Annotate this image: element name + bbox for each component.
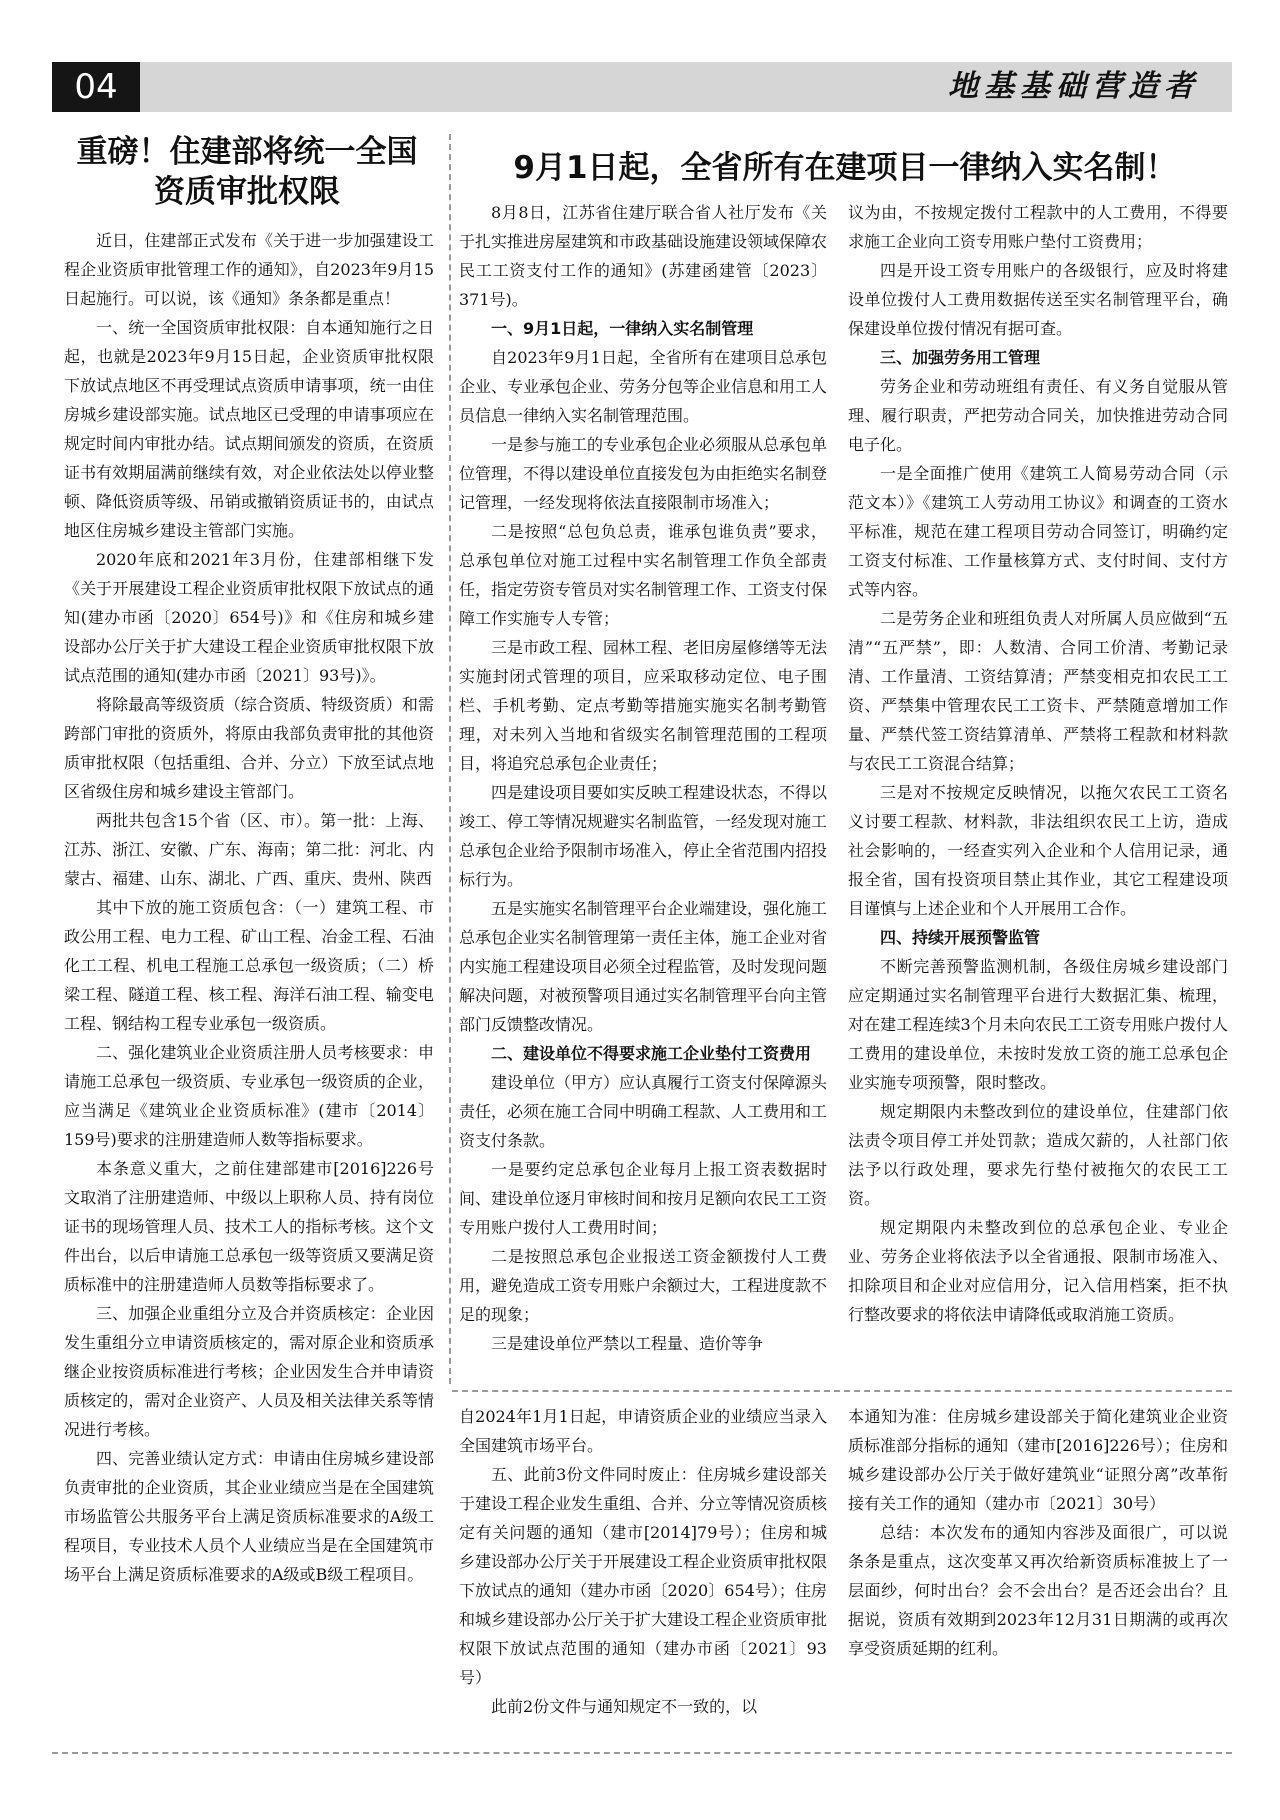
right-paragraph: 四是开设工资专用账户的各级银行，应及时将建设单位拨付人工费用数据传送至实名制管理平台，确保建设单位拨付情况有据可查。 — [848, 261, 1228, 338]
mid-paragraph: 四是建设项目要如实反映工程建设状态，不得以竣工、停工等情况规避实名制监管，一经发现对施工总承包企业给予限制市场准入，停止全省范围内招投标行为。 — [459, 783, 828, 889]
right-paragraph: 三是对不按规定反映情况，以拖欠农民工工资名义讨要工程款、材料款，非法组织农民工上访，造成社会影响的，一经查实列入企业和个人信用记录，通报全省，国有投资项目禁止其作业，其它工程建设项目谨慎与上述企业和个人开展用工合作。 — [848, 783, 1228, 918]
mid-paragraph: 一是要约定总承包企业每月上报工资表数据时间、建设单位逐月审核时间和按月足额向农民工工资专用账户拨付人工费用时间； — [459, 1160, 828, 1237]
mid-paragraph: 三是市政工程、园林工程、老旧房屋修缮等无法实施封闭式管理的项目，应采取移动定位、电子围栏、手机考勤、定点考勤等措施实施实名制考勤管理，对未列入当地和省级实名制管理范围的工程项目，将追究总承包企业责任； — [459, 638, 828, 773]
right-paragraph: 劳务企业和劳动班组有责任、有义务自觉服从管理、履行职责，严把劳动合同关，加快推进劳动合同电子化。 — [848, 377, 1228, 454]
section-divider — [452, 1390, 1232, 1392]
mid-paragraph: 二是按照“总包负总责，谁承包谁负责”要求，总承包单位对施工过程中实名制管理工作负全部责任，指定劳资专管员对实名制管理工作、工资支付保障工作实施专人专管； — [459, 522, 828, 628]
mid-paragraph: 一是参与施工的专业承包企业必须服从总承包单位管理，不得以建设单位直接发包为由拒绝实名制登记管理，一经发现将依法直接限制市场准入； — [459, 435, 828, 512]
left-paragraph: 本条意义重大，之前住建部建市[2016]226号文取消了注册建造师、中级以上职称人员、持有岗位证书的现场管理人员、技术工人的指标考核。这个文件出台，以后申请施工总承包一级等资质又要满足资质标准中的注册建造师人员数等指标要求了。 — [64, 1159, 434, 1294]
left-paragraph: 三、加强企业重组分立及合并资质核定：企业因发生重组分立申请资质核定的，需对原企业和资质承继企业按资质标准进行考核；企业因发生合并申请资质核定的，需对企业资产、人员及相关法律关系等情况进行考核。 — [64, 1304, 434, 1439]
right-paragraph: 一是全面推广使用《建筑工人简易劳动合同（示范文本）》《建筑工人劳动用工协议》和调查的工资水平标准，规范在建工程项目劳动合同签订，明确约定工资支付标准、工作量核算方式、支付时间、支付方式等内容。 — [848, 464, 1228, 599]
mid-paragraph: 三是建设单位严禁以工程量、造价等争 — [491, 1334, 764, 1353]
left-article-body — [64, 226, 434, 1584]
left-title-line-2: 资质审批权限 — [154, 174, 340, 210]
mid-paragraph: 建设单位（甲方）应认真履行工资支付保障源头责任，必须在施工合同中明确工程款、人工费用和工资支付条款。 — [459, 1073, 828, 1150]
continuation-paragraph: 自2024年1月1日起，申请资质企业的业绩应当录入全国建筑市场平台。 — [459, 1407, 827, 1455]
left-paragraph: 四、完善业绩认定方式：申请由住房城乡建设部负责审批的企业资质，其企业业绩应当是在全国建筑市场监管公共服务平台上满足资质标准要求的A级工程项目，专业技术人员个人业绩应当是在全国建筑市场平台上满足资质标准要求的A级或B级工程项目。 — [64, 1449, 434, 1584]
right-paragraph: 规定期限内未整改到位的总承包企业、专业企业、劳务企业将依法予以全省通报、限制市场准入、扣除项目和企业对应信用分，记入信用档案，拒不执行整改要求的将依法申请降低或取消施工资质。 — [848, 1218, 1228, 1324]
continuation-col-mid — [459, 1402, 827, 1724]
mid-paragraph: 8月8日，江苏省住建厅联合省人社厅发布《关于扎实推进房屋建筑和市政基础设施建设领域保障农民工工资支付工作的通知》(苏建函建管〔2023〕371号)。 — [459, 203, 828, 309]
bottom-divider — [52, 1752, 1232, 1754]
right-paragraph: 规定期限内未整改到位的建设单位，住建部门依法责令项目停工并处罚款；造成欠薪的，人社部门依法予以行政处理，要求先行垫付被拖欠的农民工工资。 — [848, 1102, 1228, 1208]
continuation-col-right — [848, 1402, 1228, 1724]
right-article-col-right — [848, 198, 1228, 1378]
mid-paragraph: 自2023年9月1日起，全省所有在建项目总承包企业、专业承包企业、劳务分包等企业信息和用工人员信息一律纳入实名制管理范围。 — [459, 348, 828, 425]
page-number: 04 — [52, 62, 140, 112]
right-paragraph: 议为由，不按规定拨付工程款中的人工费用，不得要求施工企业向工资专用账户垫付工资费用； — [848, 203, 1228, 251]
section-heading: 二、建设单位不得要求施工企业垫付工资费用 — [491, 1044, 812, 1063]
continuation-paragraph: 五、此前3份文件同时废止：住房城乡建设部关于建设工程企业发生重组、合并、分立等情况资质核定有关问题的通知（建市[2014]79号）；住房和城乡建设部办公厅关于开展建设工程企业资质审批权限下放试点的通知（建办市函〔2020〕654号）；住房和城乡建设部办公厅关于扩大建设工程企业资质审批权限下放试点范围的通知（建办市函〔2021〕93号） — [459, 1465, 828, 1687]
column-divider — [449, 134, 451, 1384]
right-paragraph: 二是劳务企业和班组负责人对所属人员应做到“五清”“五严禁”，即：人数清、合同工价清、考勤记录清、工作量清、工资结算清；严禁变相克扣农民工工资、严禁集中管理农民工工资卡、严禁随意增加工作量、严禁代签工资结算清单、严禁将工程款和材料款与农民工工资混合结算； — [848, 609, 1228, 773]
continuation-paragraph: 总结：本次发布的通知内容涉及面很广，可以说条条是重点，这次变革又再次给新资质标准披上了一层面纱，何时出台？会不会出台？是否还会出台？且据说，资质有效期到2023年12月31日期满的或再次享受资质延期的红利。 — [848, 1523, 1228, 1658]
left-paragraph: 2020年底和2021年3月份，住建部相继下发《关于开展建设工程企业资质审批权限下放试点的通知(建办市函〔2020〕654号)》和《住房和城乡建设部办公厅关于扩大建设工程企业资质审批权限下放试点范围的通知(建办市函〔2021〕93号)》。 — [64, 550, 434, 685]
section-heading: 三、加强劳务用工管理 — [880, 348, 1041, 367]
right-paragraph: 不断完善预警监测机制，各级住房城乡建设部门应定期通过实名制管理平台进行大数据汇集、梳理，对在建工程连续3个月未向农民工工资专用账户拨付人工费用的建设单位，未按时发放工资的施工总承包企业实施专项预警，限时整改。 — [848, 957, 1228, 1092]
section-heading: 四、持续开展预警监管 — [880, 928, 1041, 947]
left-paragraph: 近日，住建部正式发布《关于进一步加强建设工程企业资质审批管理工作的通知》，自2023年9月15日起施行。可以说，该《通知》条条都是重点！ — [64, 231, 434, 308]
section-heading: 一、9月1日起，一律纳入实名制管理 — [491, 319, 754, 338]
masthead: 地基基础营造者 — [948, 69, 1200, 104]
left-paragraph: 两批共包含15个省（区、市）。第一批：上海、江苏、浙江、安徽、广东、海南；第二批：河北、内蒙古、福建、山东、湖北、广西、重庆、贵州、陕西 — [64, 811, 434, 888]
left-paragraph: 一、统一全国资质审批权限：自本通知施行之日起，也就是2023年9月15日起，企业资质审批权限下放试点地区不再受理试点资质申请事项，统一由住房城乡建设部实施。试点地区已受理的申请事项应在规定时间内审批办结。试点期间颁发的资质，在资质证书有效期届满前继续有效，对企业依法处以停业整顿、降低资质等级、吊销或撤销资质证书的，由试点地区住房城乡建设主管部门实施。 — [64, 318, 434, 540]
continuation-paragraph: 此前2份文件与通知规定不一致的，以 — [491, 1697, 758, 1716]
continuation-paragraph: 本通知为准：住房城乡建设部关于简化建筑业企业资质标准部分指标的通知（建市[2016]226号）；住房和城乡建设部办公厅关于做好建筑业“证照分离”改革衔接有关工作的通知（建办市〔2021〕30号） — [848, 1407, 1228, 1513]
left-paragraph: 其中下放的施工资质包含：（一）建筑工程、市政公用工程、电力工程、矿山工程、冶金工程、石油化工工程、机电工程施工总承包一级资质；（二）桥梁工程、隧道工程、核工程、海洋石油工程、输变电工程、钢结构工程专业承包一级资质。 — [64, 898, 434, 1033]
left-paragraph: 二、强化建筑业企业资质注册人员考核要求：申请施工总承包一级资质、专业承包一级资质的企业，应当满足《建筑业企业资质标准》(建市〔2014〕159号)要求的注册建造师人数等指标要求。 — [64, 1043, 434, 1149]
left-paragraph: 将除最高等级资质（综合资质、特级资质）和需跨部门审批的资质外，将原由我部负责审批的其他资质审批权限（包括重组、合并、分立）下放至试点地区省级住房和城乡建设主管部门。 — [64, 695, 434, 801]
mid-paragraph: 二是按照总承包企业报送工资金额拨付人工费用，避免造成工资专用账户余额过大，工程进度款不足的现象； — [459, 1247, 828, 1324]
right-article-col-mid — [459, 198, 827, 1378]
mid-paragraph: 五是实施实名制管理平台企业端建设，强化施工总承包企业实名制管理第一责任主体，施工企业对省内实施工程建设项目必须全过程监管，及时发现问题解决问题，对被预警项目通过实名制管理平台向主管部门反馈整改情况。 — [459, 899, 828, 1034]
left-title-line-1: 重磅！住建部将统一全国 — [76, 134, 418, 170]
left-article-title — [52, 132, 442, 212]
right-article-title: 9月1日起，全省所有在建项目一律纳入实名制！ — [513, 150, 1177, 186]
